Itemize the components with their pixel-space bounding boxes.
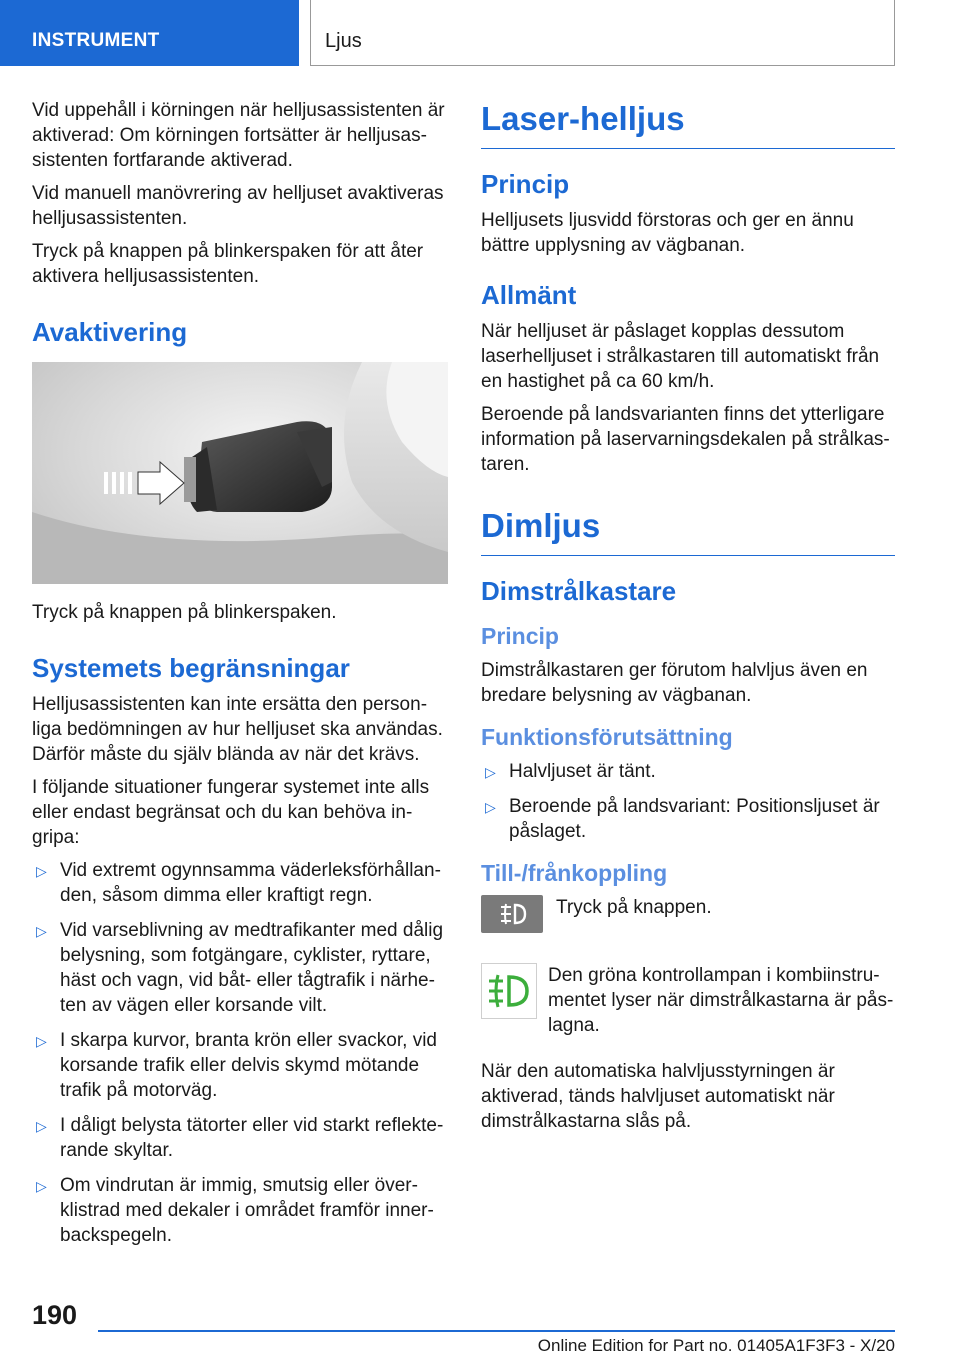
blinker-stalk-illustration [32,362,448,584]
list-item: ▷ Beroende på landsvariant: Positionsljuset är påslaget. [485,796,880,842]
bullet-icon: ▷ [485,799,496,815]
allmant-paragraph: När helljuset är påslaget kopplas dessutom laserhelljuset i strålkastaren till automatiskt från en hastighet på ca 60 km/h. [481,321,880,392]
edition-text: Online Edition for Part no. 01405A1F3F3 - X/20 [537,1336,895,1355]
limits-list [32,858,448,1248]
section-label: INSTRUMENT [0,0,299,66]
bullet-icon: ▷ [36,923,47,939]
bullet-icon: ▷ [485,764,496,780]
funktion-list [481,759,895,844]
limits-paragraph: Helljusassistenten kan inte ersätta den personliga bedömningen av hur helljuset ska användas. Därför måste du själv blända av när det krävs. [32,694,443,765]
intro-paragraph: Vid uppehåll i körningen när helljusassistenten är aktiverad: Om körningen fortsätter är helljusassistenten fortfarande aktiverad. [32,100,445,171]
bullet-icon: ▷ [36,1033,47,1049]
laser-heading: Laser-helljus [481,100,895,149]
bullet-icon: ▷ [36,1178,47,1194]
dimstralkastare-heading: Dimstrålkastare [481,576,677,606]
right-column [481,100,895,1142]
bullet-icon: ▷ [36,863,47,879]
bullet-icon: ▷ [36,1118,47,1134]
list-item: ▷ I dåligt belysta tätorter eller vid starkt reflekterande skyltar. [36,1115,444,1161]
princip2-text: Dimstrålkastaren ger förutom halvljus även en bredare belysning av vägbanan. [481,660,868,706]
funktion-heading: Funktionsförutsättning [481,724,733,750]
princip-heading: Princip [481,169,570,199]
button-instruction: Tryck på knappen. [556,897,712,918]
intro-paragraph: Tryck på knappen på blinkerspaken för att åter aktivera helljusassistenten. [32,241,424,287]
princip-text: Helljusets ljusvidd förstoras och ger en ännu bättre upplysning av vägbanan. [481,210,854,256]
avaktivering-heading: Avaktivering [32,317,188,347]
page-number: 190 [32,1300,78,1330]
list-item: ▷ I skarpa kurvor, branta krön eller svackor, vid korsande trafik eller delvis skymd mötande trafik på motorväg. [36,1030,437,1101]
intro-paragraph: Vid manuell manövrering av helljuset avaktiveras helljusassistenten. [32,183,444,229]
dimljus-heading: Dimljus [481,507,895,556]
chapter-title: Ljus [310,0,895,66]
arrow-icon [104,462,184,504]
indicator-text: Den gröna kontrollampan i kombiinstrumentet lyser när dimstrålkastarna är påslagna. [548,965,894,1036]
list-item: ▷ Vid extremt ogynnsamma väderleksförhållanden, såsom dimma eller kraftigt regn. [36,860,441,906]
photo-caption: Tryck på knappen på blinkerspaken. [32,602,337,623]
auto-text: När den automatiska halvljusstyrningen är aktiverad, tänds halvljuset automatiskt när dimstrålkastarna slås på. [481,1061,835,1132]
allmant-heading: Allmänt [481,280,577,310]
allmant-paragraph: Beroende på landsvarianten finns det ytterligare information på laservarningsdekalen på strålkastaren. [481,404,890,475]
list-item: ▷ Vid varseblivning av medtrafikanter med dålig belysning, som fotgängare, cyklister, ryttare, häst och vagn, vid båt- eller tågtrafik i närheten av vägen eller korsande vilt. [36,920,444,1016]
footer-divider [98,1330,895,1332]
limits-paragraph: I följande situationer fungerar systemet inte alls eller endast begränsat och du kan behöva ingripa: [32,777,430,848]
fog-light-button-icon [481,895,543,938]
left-column [32,98,448,1258]
indicator-row [481,963,895,1043]
button-row [481,895,895,947]
princip2-heading: Princip [481,623,559,649]
list-item: ▷ Om vindrutan är immig, smutsig eller överklistrad med dekaler i området framför innerbackspegeln. [36,1175,434,1246]
limits-heading: Systemets begränsningar [32,653,350,683]
fog-light-indicator-icon [481,963,537,1024]
page-header [0,0,960,66]
blinker-stalk-photo [32,362,448,584]
till-heading: Till-/frånkoppling [481,860,668,886]
list-item: ▷ Halvljuset är tänt. [481,759,895,784]
